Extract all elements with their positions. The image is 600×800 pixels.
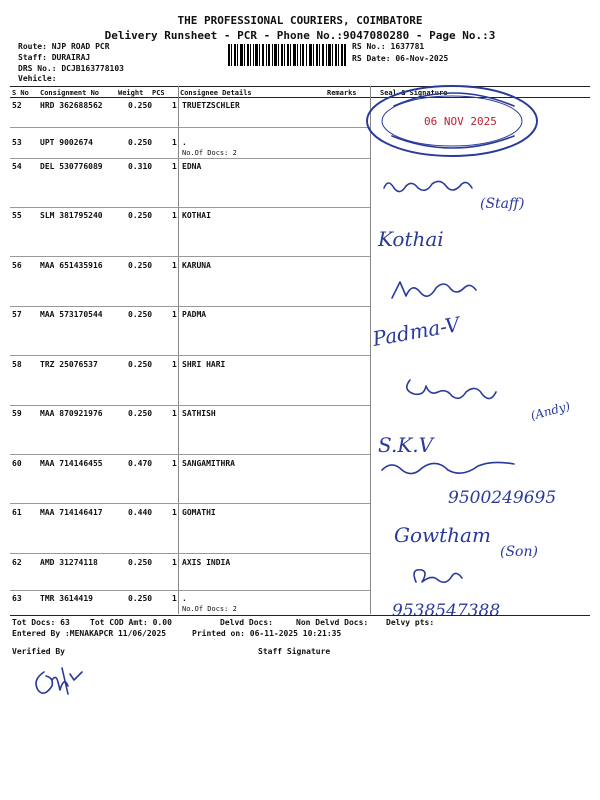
row-weight: 0.250 (128, 101, 153, 110)
row-weight: 0.310 (128, 162, 153, 171)
row-weight: 0.250 (128, 261, 153, 270)
row-pcs: 1 (172, 138, 177, 147)
row-pcs: 1 (172, 459, 177, 468)
row-sno: 58 (12, 360, 22, 369)
row-separator (10, 503, 370, 504)
row-consignment-no: UPT 9002674 (40, 138, 93, 147)
row-consignee: . (182, 594, 187, 603)
row-consignee: SANGAMITHRA (182, 459, 235, 468)
row-consignment-no: MAA 714146455 (40, 459, 103, 468)
row-sno: 53 (12, 138, 22, 147)
row-sno: 56 (12, 261, 22, 270)
row-separator (10, 355, 370, 356)
row-weight: 0.470 (128, 459, 153, 468)
drs-label: DRS No.: DCJB163778103 (18, 64, 124, 73)
row-pcs: 1 (172, 162, 177, 171)
signature-54-note: (Staff) (480, 196, 525, 212)
route-label: Route: NJP ROAD PCR (18, 42, 110, 51)
delvy-pts: Delvy pts: (386, 618, 435, 627)
row-consignment-no: MAA 651435916 (40, 261, 103, 270)
company-title: THE PROFESSIONAL COURIERS, COIMBATORE (177, 14, 423, 27)
row-consignee: . (182, 138, 187, 147)
rs-no: RS No.: 1637781 (352, 42, 425, 51)
row-consignee: EDNA (182, 162, 202, 171)
row-consignee: SHRI HARI (182, 360, 226, 369)
footer-rule (10, 615, 590, 616)
row-pcs: 1 (172, 594, 177, 603)
row-sno: 52 (12, 101, 22, 110)
signature-60-phone: 9500249695 (448, 488, 557, 508)
verifier-signature (28, 662, 88, 700)
vehicle-label: Vehicle: (18, 74, 57, 83)
row-consignment-no: TMR 3614419 (40, 594, 93, 603)
row-sno: 61 (12, 508, 22, 517)
col-signature: Seal & Signature (380, 89, 448, 97)
row-consignment-no: MAA 714146417 (40, 508, 103, 517)
row-pcs: 1 (172, 558, 177, 567)
row-weight: 0.250 (128, 360, 153, 369)
rs-date: RS Date: 06-Nov-2025 (352, 54, 449, 63)
signature-60 (382, 462, 514, 473)
row-weight: 0.440 (128, 508, 153, 517)
row-consignment-no: MAA 870921976 (40, 409, 103, 418)
row-consignee: KARUNA (182, 261, 211, 270)
staff-signature-label: Staff Signature (258, 647, 331, 656)
signature-62 (414, 570, 462, 583)
signature-58 (407, 380, 496, 399)
row-consignee: SATHISH (182, 409, 216, 418)
row-pcs: 1 (172, 101, 177, 110)
row-consignee: AXIS INDIA (182, 558, 231, 567)
row-pcs: 1 (172, 409, 177, 418)
col-consignee: Consignee Details (180, 89, 252, 97)
barcode (228, 44, 346, 66)
tot-docs: Tot Docs: 63 (12, 618, 70, 627)
row-separator (10, 256, 370, 257)
row-weight: 0.250 (128, 211, 153, 220)
row-separator (10, 158, 370, 159)
row-pcs: 1 (172, 261, 177, 270)
row-separator (10, 127, 370, 128)
row-consignee: PADMA (182, 310, 207, 319)
entered-by: Entered By :MENAKAPCR 11/06/2025 (12, 629, 167, 638)
row-consignment-no: SLM 381795240 (40, 211, 103, 220)
signature-54 (384, 181, 472, 191)
row-sno: 54 (12, 162, 22, 171)
row-pcs: 1 (172, 310, 177, 319)
signature-56 (392, 282, 476, 298)
row-no-of-docs: No.Of Docs: 2 (182, 605, 237, 613)
row-consignment-no: TRZ 25076537 (40, 360, 98, 369)
signature-57: Padma-V (370, 312, 462, 351)
row-consignee: KOTHAI (182, 211, 211, 220)
row-consignee: GOMATHI (182, 508, 216, 517)
tot-cod-amt: Tot COD Amt: 0.00 (90, 618, 172, 627)
signature-55: Kothai (378, 227, 444, 251)
col-sno: S No (12, 89, 29, 97)
row-weight: 0.250 (128, 558, 153, 567)
printed-on: Printed on: 06-11-2025 10:21:35 (192, 629, 342, 638)
row-pcs: 1 (172, 360, 177, 369)
row-consignment-no: AMD 31274118 (40, 558, 98, 567)
row-separator (10, 454, 370, 455)
col-pcs: PCS (152, 89, 165, 97)
row-weight: 0.250 (128, 594, 153, 603)
row-sno: 55 (12, 211, 22, 220)
signature-59: S.K.V (378, 433, 434, 457)
row-sno: 59 (12, 409, 22, 418)
row-sno: 60 (12, 459, 22, 468)
col-weight: Weight (118, 89, 144, 97)
row-pcs: 1 (172, 211, 177, 220)
row-sno: 57 (12, 310, 22, 319)
row-sno: 63 (12, 594, 22, 603)
row-weight: 0.250 (128, 409, 153, 418)
non-delvd-docs: Non Delvd Docs: (296, 618, 369, 627)
runsheet-subtitle: Delivery Runsheet - PCR - Phone No.:9047080280 - Page No.:3 (104, 29, 496, 42)
delvd-docs: Delvd Docs: (220, 618, 273, 627)
row-separator (10, 590, 370, 591)
row-sno: 62 (12, 558, 22, 567)
row-consignment-no: HRD 362688562 (40, 101, 103, 110)
handwritten-signatures (370, 170, 600, 620)
row-separator (10, 553, 370, 554)
col-divider (178, 86, 179, 614)
row-separator (10, 405, 370, 406)
row-no-of-docs: No.Of Docs: 2 (182, 149, 237, 157)
row-separator (10, 306, 370, 307)
signature-59-note: (Andy) (529, 398, 572, 423)
signature-63-phone: 9538547388 (392, 601, 501, 620)
signature-61: Gowtham (394, 523, 491, 547)
row-consignee: TRUETZSCHLER (182, 101, 240, 110)
signature-61-note: (Son) (500, 544, 538, 560)
row-consignment-no: MAA 573170544 (40, 310, 103, 319)
row-separator (10, 207, 370, 208)
verified-by: Verified By (12, 647, 65, 656)
company-seal-stamp (364, 84, 548, 174)
staff-label: Staff: DURAIRAJ (18, 53, 91, 62)
row-weight: 0.250 (128, 310, 153, 319)
row-weight: 0.250 (128, 138, 153, 147)
row-pcs: 1 (172, 508, 177, 517)
col-remarks: Remarks (327, 89, 357, 97)
row-consignment-no: DEL 530776089 (40, 162, 103, 171)
stamp-date: 06 NOV 2025 (424, 115, 497, 128)
col-consignment: Consignment No (40, 89, 100, 97)
